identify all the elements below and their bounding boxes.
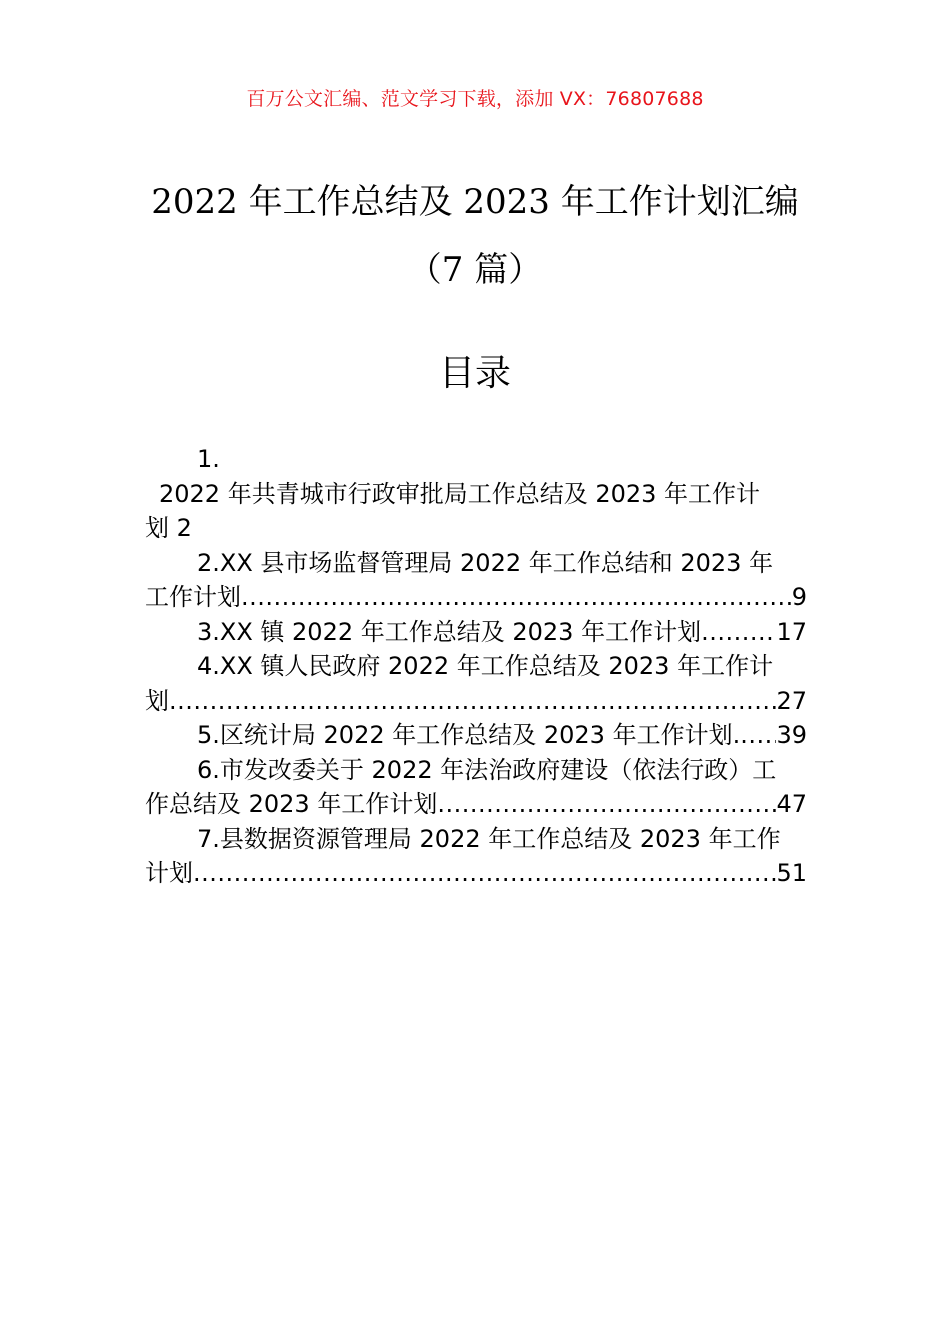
- toc-entry-text: 计划: [145, 859, 193, 887]
- toc-entry-text: 7.县数据资源管理局 2022 年工作总结及 2023 年工作: [197, 824, 781, 853]
- toc-entry-last-line: [145, 856, 807, 891]
- toc-entry-last-line: [145, 718, 807, 753]
- toc-entry-text: 划 2: [145, 514, 192, 542]
- toc-leader-dots: [193, 856, 776, 891]
- toc-entry-text: 2.XX 县市场监督管理局 2022 年工作总结和 2023 年: [197, 548, 774, 577]
- toc-entry-text: 6.市发改委关于 2022 年法治政府建设（依法行政）工: [197, 755, 777, 784]
- toc-entry-text: 5.区统计局 2022 年工作总结及 2023 年工作计划.: [197, 721, 741, 749]
- toc-page-number: 17: [776, 617, 807, 646]
- toc-page-number: 39: [776, 721, 807, 749]
- toc-page-number: 27: [776, 686, 807, 715]
- toc-leader-dots: [437, 787, 776, 822]
- toc-leader-dots: [701, 615, 776, 650]
- toc-entry-text: 4.XX 镇人民政府 2022 年工作总结及 2023 年工作计: [197, 652, 774, 680]
- toc-entry-6[interactable]: [145, 753, 807, 822]
- toc-heading: 目录: [438, 353, 511, 394]
- toc-page-number: 47: [776, 790, 807, 818]
- toc-entry-3[interactable]: [145, 615, 807, 650]
- table-of-contents: [145, 442, 807, 891]
- toc-entry-text: 作总结及 2023 年工作计划: [145, 790, 438, 818]
- toc-entry-text: 划: [145, 686, 169, 715]
- toc-entry-text: 工作计划: [145, 583, 241, 611]
- document-title: 2022 年工作总结及 2023 年工作计划汇编: [151, 182, 799, 222]
- toc-entry-text: 3.XX 镇 2022 年工作总结及 2023 年工作计划: [197, 617, 702, 646]
- toc-entry-last-line: [145, 787, 807, 822]
- toc-page-number: 9: [791, 583, 807, 611]
- toc-entry-7[interactable]: [145, 822, 807, 891]
- toc-entry-last-line: [145, 684, 807, 719]
- toc-page-number: 51: [776, 859, 807, 887]
- toc-leader-dots: [241, 580, 792, 615]
- toc-leader-dots: [740, 718, 776, 753]
- header-note: 百万公文汇编、范文学习下载，添加 VX：76807688: [246, 88, 704, 110]
- document-subtitle: （7 篇）: [407, 250, 543, 290]
- toc-entry-2[interactable]: [145, 546, 807, 615]
- toc-entry-5[interactable]: [145, 718, 807, 753]
- toc-leader-dots: [169, 684, 776, 719]
- toc-entry-last-line: [145, 580, 807, 615]
- toc-entry-text: 2022 年共青城市行政审批局工作总结及 2023 年工作计: [159, 479, 761, 508]
- toc-entry-1[interactable]: [145, 442, 807, 546]
- toc-entry-4[interactable]: [145, 649, 807, 718]
- toc-entry-last-line: [145, 615, 807, 650]
- toc-entry-text: 1.: [197, 445, 220, 473]
